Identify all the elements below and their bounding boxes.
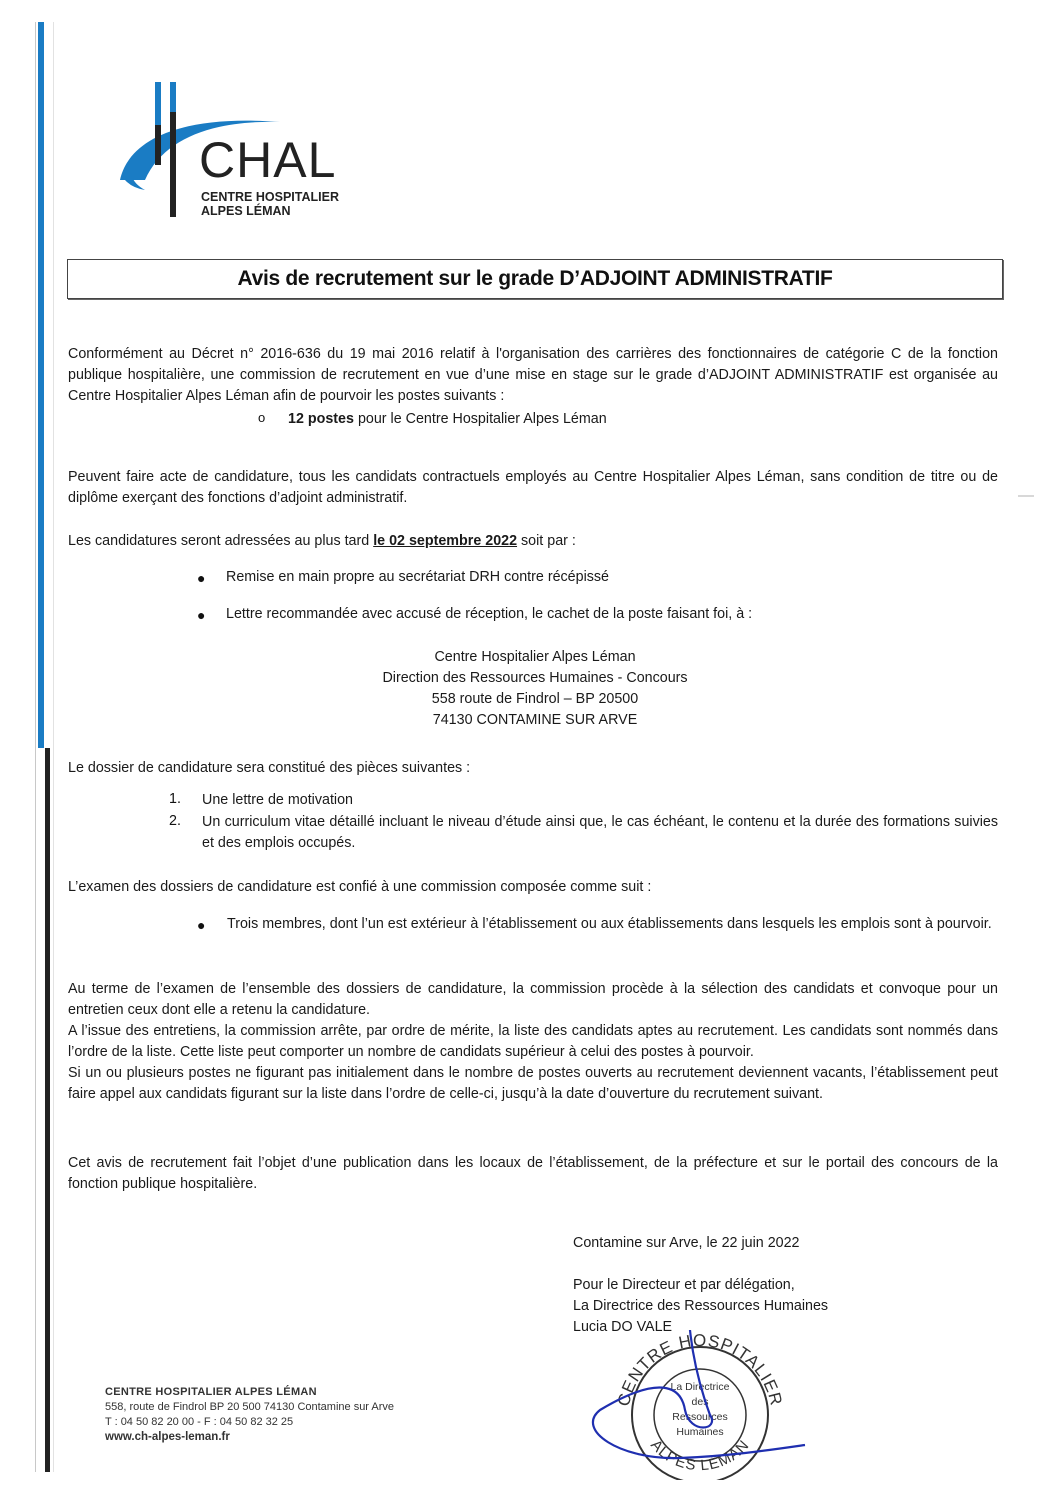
deadline-date: le 02 septembre 2022 (373, 533, 518, 549)
footer (105, 1385, 394, 1445)
postal-address (300, 647, 770, 731)
stamp-ring-top: CENTRE HOSPITALIER (613, 1330, 787, 1409)
signatory-name: Lucia DO VALE (573, 1319, 673, 1335)
address-line: Direction des Ressources Humaines - Concours (382, 670, 688, 686)
selection-p3: Si un ou plusieurs postes ne figurant pas initialement dans le nombre de postes ouverts au recrutement deviennent vacants, l’établissement peut faire appel aux candidats figurant sur la liste dans l’ordre de celle-ci, jusqu’à la date d’ouverture du recrutement suivant. (68, 1065, 998, 1102)
commission-item: Trois membres, dont l’un est extérieur à l’établissement ou aux établissements dans lesquels les emplois sont à pourvoir. (227, 916, 992, 932)
footer-name: CENTRE HOSPITALIER ALPES LÉMAN (105, 1386, 317, 1398)
posts-line (288, 409, 607, 430)
title-box (67, 259, 1003, 299)
intro-paragraph: Conformément au Décret n° 2016-636 du 19 mai 2016 relatif à l'organisation des carrières des fonctionnaires de catégorie C de la fonction publique hospitalière, une commission de recrutement en vue d’une mise en stage sur le grade d’ADJOINT ADMINISTRATIF est organisée au Centre Hospitalier Alpes Léman afin de pourvoir les postes suivants : (68, 346, 998, 404)
logo-subtitle (201, 190, 339, 218)
selection-p1: Au terme de l’examen de l’ensemble des dossiers de candidature, la commission procède à la sélection des candidats et convoque pour un entretien ceux dont elle a retenu la candidature. (68, 981, 998, 1018)
bullet-icon: ● (197, 570, 206, 586)
posts-count: 12 postes (288, 411, 354, 427)
footer-phone-fax: T : 04 50 82 20 00 - F : 04 50 82 32 25 (105, 1416, 294, 1428)
stamp-center-line: Ressources (672, 1411, 728, 1423)
bullet-icon: ● (197, 607, 206, 623)
stamp-center-line: Humaines (676, 1426, 724, 1438)
address-line: Centre Hospitalier Alpes Léman (434, 649, 636, 665)
method-item: Remise en main propre au secrétariat DRH contre récépissé (226, 569, 610, 585)
stamp-ring-bottom: ALPES LÉMAN (647, 1436, 753, 1475)
circle-bullet-icon: o (258, 410, 266, 425)
page-title: Avis de recrutement sur le grade D’ADJOINT ADMINISTRATIF (237, 267, 833, 290)
method-item: Lettre recommandée avec accusé de réception, le cachet de la poste faisant foi, à : (226, 606, 753, 622)
signature-line2: La Directrice des Ressources Humaines (573, 1298, 829, 1314)
deadline-after: soit par : (517, 533, 576, 549)
address-line: 558 route de Findrol – BP 20500 (431, 691, 639, 707)
svg-text:ALPES LÉMAN (647, 1437, 753, 1475)
commission-intro: L’examen des dossiers de candidature est confié à une commission composée comme suit : (68, 879, 652, 895)
signature-line1: Pour le Directeur et par délégation, (573, 1277, 795, 1293)
selection-paragraph (68, 979, 998, 1105)
margin-rule-secondary (53, 22, 54, 1472)
dossier-intro: Le dossier de candidature sera constitué des pièces suivantes : (68, 760, 471, 776)
margin-rule (35, 22, 36, 1472)
posts-rest: pour le Centre Hospitalier Alpes Léman (353, 411, 607, 427)
address-line: 74130 CONTAMINE SUR ARVE (432, 712, 638, 728)
list-number: 2. (169, 813, 181, 829)
place-date: Contamine sur Arve, le 22 juin 2022 (573, 1235, 800, 1251)
list-number: 1. (169, 791, 181, 807)
deadline-before: Les candidatures seront adressées au plus tard (68, 533, 374, 549)
selection-p2: A l’issue des entretiens, la commission arrête, par ordre de mérite, la liste des candidats aptes au recrutement. Les candidats sont nommés dans l’ordre de la liste. Cette liste peut comporter un nombre de candidats supérieur à celui des postes à pourvoir. (68, 1023, 998, 1060)
eligibility-paragraph: Peuvent faire acte de candidature, tous les candidats contractuels employés au Centre Hospitalier Alpes Léman, sans condition de titre ou de diplôme exerçant des fonctions d’adjoint administratif. (68, 469, 998, 506)
stamp-center-line: des (691, 1396, 709, 1408)
margin-bar-blue (38, 22, 44, 748)
dossier-item: Une lettre de motivation (202, 792, 353, 808)
stamp-center-line: La Directrice (670, 1381, 730, 1393)
publication-paragraph: Cet avis de recrutement fait l’objet d’une publication dans les locaux de l’établissement, de la préfecture et sur le portail des concours de la fonction publique hospitalière. (68, 1155, 998, 1192)
logo-acronym: CHAL (199, 132, 337, 188)
bullet-icon: ● (197, 917, 206, 933)
footer-website-link[interactable]: www.ch-alpes-leman.fr (105, 1431, 230, 1443)
logo-line1: CENTRE HOSPITALIER (201, 190, 339, 204)
scan-artifact (1018, 495, 1034, 497)
official-stamp-icon (590, 1330, 810, 1480)
margin-bar-black (45, 748, 50, 1472)
logo-line2: ALPES LÉMAN (201, 204, 291, 218)
footer-address: 558, route de Findrol BP 20 500 74130 Contamine sur Arve (105, 1401, 395, 1413)
signature-block (573, 1275, 828, 1338)
deadline-line (68, 531, 998, 552)
dossier-item: Un curriculum vitae détaillé incluant le niveau d’étude ainsi que, le cas échéant, le contenu et la durée des formations suivies et des emplois occupés. (202, 814, 998, 851)
